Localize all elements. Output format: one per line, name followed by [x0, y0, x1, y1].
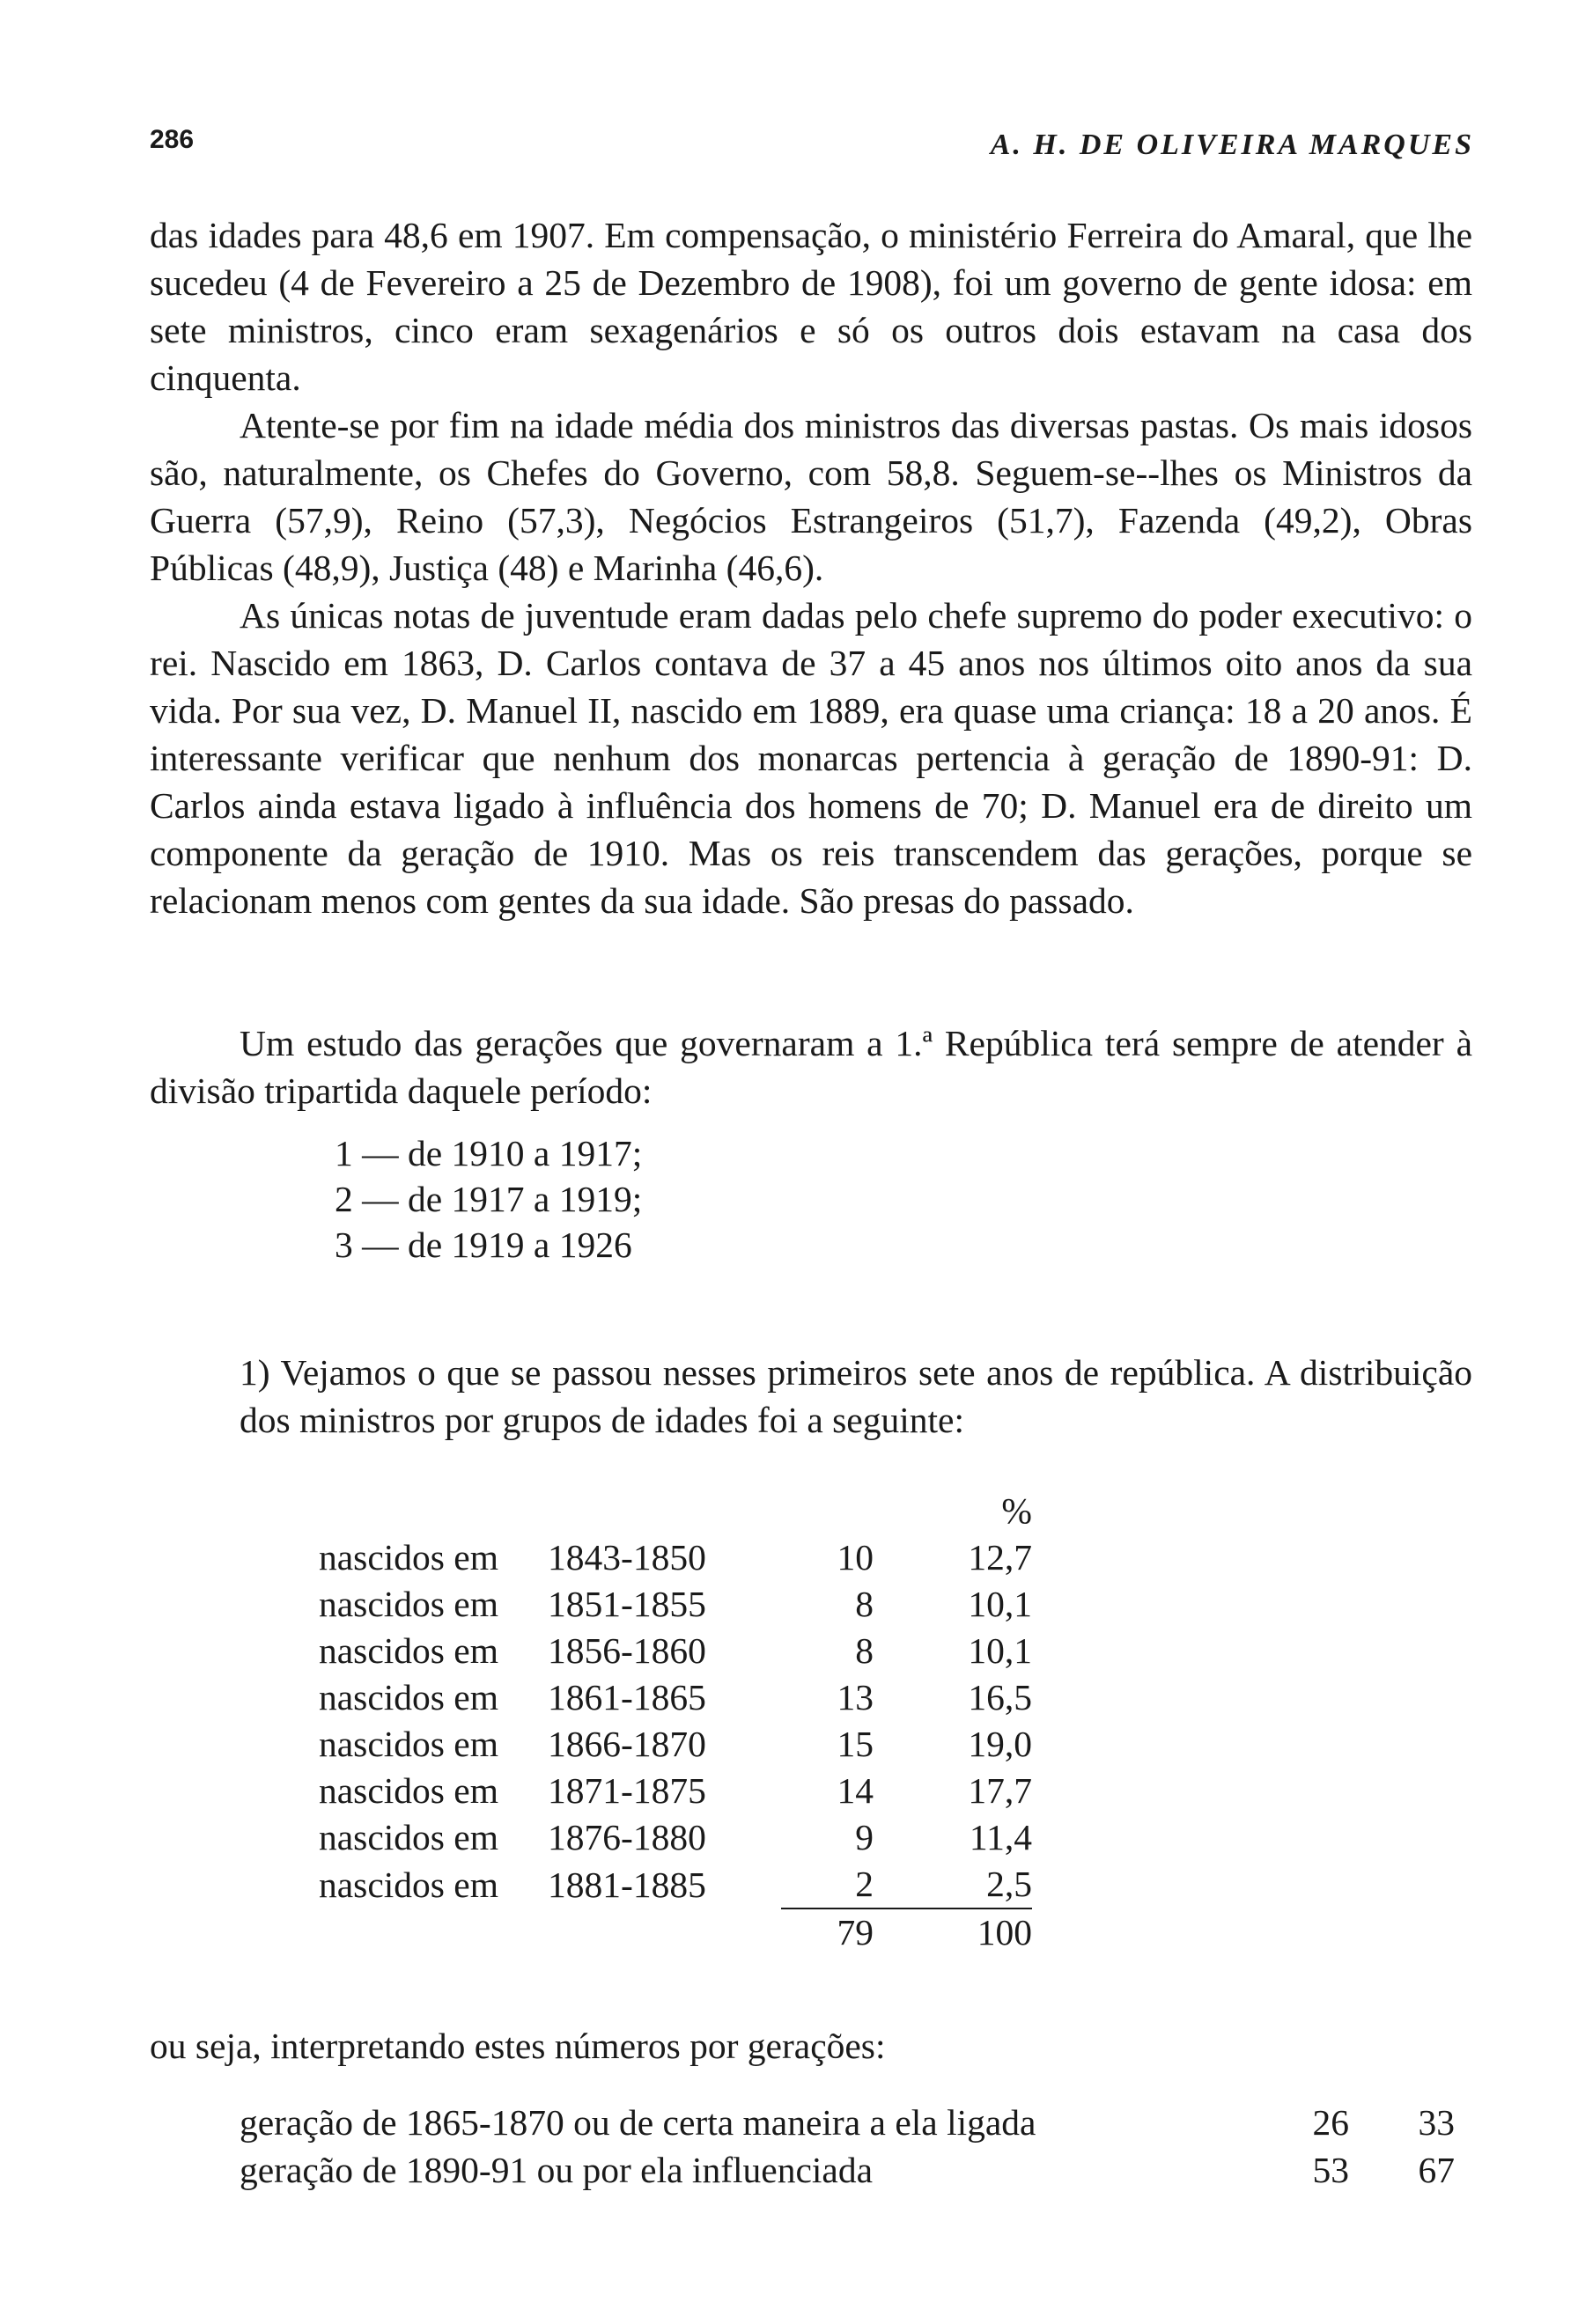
table-row	[319, 1674, 1032, 1721]
row-label: nascidos em	[319, 1864, 498, 1905]
period-item: 2 — de 1917 a 1919;	[335, 1179, 643, 1219]
row-period: 1851-1855	[548, 1584, 706, 1624]
table-row	[319, 1721, 1032, 1768]
row-label: nascidos em	[319, 1817, 498, 1857]
row-count: 15	[837, 1724, 874, 1764]
row-label: nascidos em	[319, 1724, 498, 1764]
row-label: nascidos em	[319, 1537, 498, 1578]
row-period: 1876-1880	[548, 1817, 706, 1857]
table-row	[319, 1581, 1032, 1628]
generation-count: 53	[1312, 2150, 1349, 2190]
row-percent: 17,7	[968, 1770, 1032, 1811]
period-item: 3 — de 1919 a 1926	[335, 1225, 632, 1265]
table-header-row	[319, 1488, 1032, 1534]
page-header	[150, 116, 1474, 169]
table-row	[240, 2146, 1455, 2194]
table-row	[319, 1628, 1032, 1674]
generation-label: geração de 1865-1870 ou de certa maneira a ela ligada	[240, 2102, 1036, 2143]
row-percent: 2,5	[986, 1864, 1032, 1904]
table-total-row	[319, 1908, 1032, 1956]
intro-block	[150, 1019, 1472, 1114]
running-head: A. H. DE OLIVEIRA MARQUES	[990, 129, 1474, 161]
row-percent: 12,7	[968, 1537, 1032, 1578]
paragraph-4: Um estudo das gerações que governaram a 1.ª República terá sempre de atender à divisão tripartida daquele período:	[150, 1023, 1472, 1111]
row-label: nascidos em	[319, 1630, 498, 1671]
row-count: 14	[837, 1770, 874, 1811]
row-count: 2	[855, 1864, 874, 1904]
generation-count: 26	[1312, 2102, 1349, 2143]
table-row	[319, 1534, 1032, 1581]
percent-header: %	[1001, 1490, 1032, 1531]
period-list	[335, 1130, 642, 1268]
row-label: nascidos em	[319, 1584, 498, 1624]
row-count: 9	[855, 1817, 874, 1857]
generation-table	[240, 2099, 1455, 2194]
row-label: nascidos em	[319, 1770, 498, 1811]
row-percent: 16,5	[968, 1677, 1032, 1717]
table-row	[319, 1768, 1032, 1814]
paragraph-3: As únicas notas de juventude eram dadas pelo chefe supremo do poder executivo: o rei. Nascido em 1863, D. Carlos contava de 37 a 45 anos nos últimos oito anos da sua vida. Por sua vez, D. Manuel II, nascido em 1889, era quase uma criança: 18 a 20 anos. É interessante verificar que nenhum dos monarcas pertencia à geração de 1890-91: D. Carlos ainda estava ligado à influência dos homens de 70; D. Manuel era de direito um componente da geração de 1910. Mas os reis transcendem das gerações, porque se relacionam menos com gentes da sua idade. São presas do passado.	[150, 595, 1472, 921]
row-period: 1843-1850	[548, 1537, 706, 1578]
paragraph-2: Atente-se por fim na idade média dos ministros das diversas pastas. Os mais idosos são, naturalmente, os Chefes do Governo, com 58,8. Seguem-se--lhes os Ministros da Guerra (57,9), Reino (57,3), Negócios Estrangeiros (51,7), Fazenda (49,2), Obras Públicas (48,9), Justiça (48) e Marinha (46,6).	[150, 405, 1472, 588]
total-count: 79	[781, 1908, 874, 1956]
numbered-paragraph: 1) Vejamos o que se passou nesses primeiros sete anos de república. A distribuição dos ministros por grupos de idades foi a seguinte:	[240, 1352, 1472, 1440]
row-count: 10	[837, 1537, 874, 1578]
table-row	[240, 2099, 1455, 2146]
row-count: 8	[855, 1630, 874, 1671]
age-distribution-table	[319, 1488, 1032, 1956]
main-text-block	[150, 211, 1472, 924]
row-label: nascidos em	[319, 1677, 498, 1717]
generation-label: geração de 1890-91 ou por ela influenciada	[240, 2150, 874, 2190]
table-row	[319, 1861, 1032, 1908]
row-period: 1861-1865	[548, 1677, 706, 1717]
paragraph-6: ou seja, interpretando estes números por gerações:	[150, 2026, 886, 2066]
total-percent: 100	[874, 1908, 1032, 1956]
row-period: 1871-1875	[548, 1770, 706, 1811]
period-item: 1 — de 1910 a 1917;	[335, 1133, 643, 1173]
page-number: 286	[150, 125, 195, 154]
row-percent: 10,1	[968, 1584, 1032, 1624]
row-percent: 11,4	[969, 1817, 1032, 1857]
row-count: 13	[837, 1677, 874, 1717]
table-row	[319, 1814, 1032, 1861]
row-count: 8	[855, 1584, 874, 1624]
row-period: 1881-1885	[548, 1864, 706, 1905]
paragraph-1: das idades para 48,6 em 1907. Em compensação, o ministério Ferreira do Amaral, que lhe sucedeu (4 de Fevereiro a 25 de Dezembro de 1908), foi um governo de gente idosa: em sete ministros, cinco eram sexagenários e só os outros dois estavam na casa dos cinquenta.	[150, 215, 1472, 398]
row-percent: 19,0	[968, 1724, 1032, 1764]
row-period: 1856-1860	[548, 1630, 706, 1671]
row-percent: 10,1	[968, 1630, 1032, 1671]
row-period: 1866-1870	[548, 1724, 706, 1764]
generation-percent: 67	[1418, 2150, 1455, 2190]
generation-percent: 33	[1418, 2102, 1455, 2143]
